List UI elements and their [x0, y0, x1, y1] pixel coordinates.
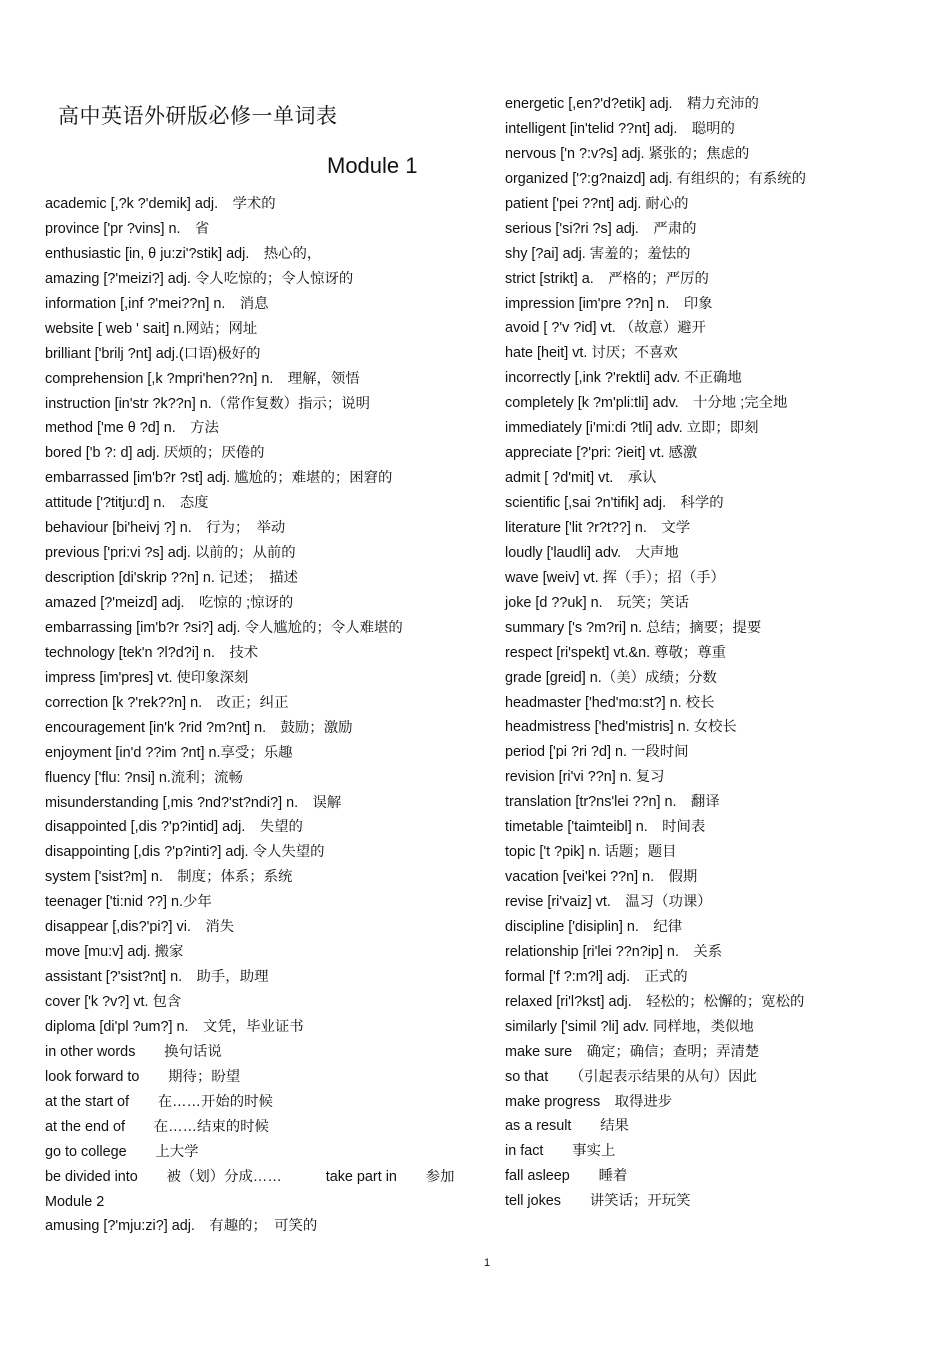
vocab-entry: province ['pr ?vins] n. 省 — [45, 220, 210, 237]
phrase-entry: tell jokes 讲笑话；开玩笑 — [505, 1193, 691, 1210]
vocab-entry: disappointing [,dis ?'p?inti?] adj. 令人失望的 — [45, 844, 325, 861]
vocab-entry: instruction [in'str ?k??n] n.（常作复数）指示；说明 — [45, 395, 371, 412]
vocab-entry: energetic [,en?'d?etik] adj. 精力充沛的 — [505, 96, 759, 112]
vocab-entry: comprehension [,k ?mpri'hen??n] n. 理解，领悟 — [45, 370, 360, 387]
vocab-entry: organized ['?:g?naizd] adj. 有组织的；有系统的 — [505, 170, 807, 187]
phrase-entry: make progress 取得进步 — [505, 1093, 673, 1110]
phrase-entry: in other words 换句话说 — [45, 1043, 222, 1060]
vocab-entry: headmistress ['hed'mistris] n. 女校长 — [505, 719, 737, 736]
vocab-entry: intelligent [in'telid ??nt] adj. 聪明的 — [505, 120, 735, 137]
vocab-entry: loudly ['laudli] adv. 大声地 — [505, 544, 679, 561]
left-vocabulary-list — [45, 192, 465, 1239]
vocab-entry: relationship [ri'lei ??n?ip] n. 关系 — [505, 943, 723, 960]
vocab-entry: embarrassed [im'b?r ?st] adj. 尴尬的；难堪的；困窘的 — [45, 470, 393, 487]
vocab-entry: wave [weiv] vt. 挥（手）；招（手） — [505, 569, 725, 586]
vocab-entry: serious ['si?ri ?s] adj. 严肃的 — [505, 220, 697, 237]
phrase-entry: in fact 事实上 — [505, 1143, 616, 1160]
vocab-entry: assistant [?'sist?nt] n. 助手，助理 — [45, 969, 269, 986]
vocab-entry: scientific [,sai ?n'tifik] adj. 科学的 — [505, 495, 724, 511]
vocab-entry: diploma [di'pl ?um?] n. 文凭，毕业证书 — [45, 1018, 304, 1035]
vocab-entry: disappointed [,dis ?'p?intid] adj. 失望的 — [45, 819, 303, 836]
vocab-entry: academic [,?k ?'demik] adj. 学术的 — [45, 196, 276, 212]
vocab-entry: method ['me θ ?d] n. 方法 — [45, 420, 219, 437]
vocab-entry: information [,inf ?'mei??n] n. 消息 — [45, 295, 269, 312]
phrase-entry-pair — [45, 1165, 465, 1190]
vocab-entry: enthusiastic [in, θ ju:zi'?stik] adj. 热心的， — [45, 245, 322, 262]
vocab-entry: move [mu:v] adj. 搬家 — [45, 944, 184, 961]
vocab-entry: cover ['k ?v?] vt. 包含 — [45, 994, 182, 1010]
vocab-entry: grade [greid] n.（美）成绩；分数 — [505, 669, 717, 686]
document-title: 高中英语外研版必修一单词表 — [58, 104, 338, 128]
vocab-entry: similarly ['simil ?li] adv. 同样地，类似地 — [505, 1018, 754, 1035]
vocab-entry: nervous ['n ?:v?s] adj. 紧张的；焦虑的 — [505, 145, 750, 162]
module-label: Module 2 — [45, 1193, 105, 1210]
vocab-entry: impression [im'pre ??n] n. 印象 — [505, 295, 713, 312]
vocab-entry: summary ['s ?m?ri] n. 总结；摘要；提要 — [505, 619, 762, 636]
vocab-entry: revise [ri'vaiz] vt. 温习（功课） — [505, 894, 712, 910]
vocab-entry: literature ['lit ?r?t??] n. 文学 — [505, 519, 691, 536]
vocab-entry: correction [k ?'rek??n] n. 改正；纠正 — [45, 694, 289, 711]
vocab-entry: behaviour [bi'heivj ?] n. 行为； 举动 — [45, 520, 286, 537]
vocab-entry: completely [k ?m'pli:tli] adv. 十分地 ;完全地 — [505, 395, 788, 412]
vocab-entry: technology [tek'n ?l?d?i] n. 技术 — [45, 644, 259, 661]
phrase-entry: make sure 确定；确信；查明；弄清楚 — [505, 1043, 760, 1060]
vocab-entry: disappear [,dis?'pi?] vi. 消失 — [45, 919, 235, 936]
phrase-entry: be divided into 被（划）分成…… — [45, 1168, 282, 1185]
vocab-entry: avoid [ ?'v ?id] vt. （故意）避开 — [505, 320, 707, 337]
module-heading: Module 1 — [327, 153, 418, 178]
phrase-entry: take part in 参加 — [325, 1168, 455, 1185]
vocab-entry: misunderstanding [,mis ?nd?'st?ndi?] n. 误解 — [45, 794, 342, 811]
vocab-entry: attitude ['?titju:d] n. 态度 — [45, 495, 209, 512]
vocab-entry: hate [heit] vt. 讨厌；不喜欢 — [505, 345, 678, 362]
phrase-entry: fall asleep 睡着 — [505, 1168, 628, 1185]
vocab-entry: bored ['b ?: d] adj. 厌烦的；厌倦的 — [45, 445, 265, 462]
vocab-entry: incorrectly [,ink ?'rektli] adv. 不正确地 — [505, 370, 742, 387]
vocab-entry: encouragement [in'k ?rid ?m?nt] n. 鼓励；激励 — [45, 719, 353, 736]
vocab-entry: shy [?ai] adj. 害羞的；羞怯的 — [505, 245, 691, 262]
phrase-entry: look forward to 期待；盼望 — [45, 1068, 241, 1085]
vocab-entry: enjoyment [in'd ??im ?nt] n.享受；乐趣 — [45, 744, 293, 761]
vocab-entry: description [di'skrip ??n] n. 记述； 描述 — [45, 570, 299, 587]
vocab-entry: website [ web ' sait] n.网站；网址 — [45, 320, 258, 337]
vocab-entry: translation [tr?ns'lei ??n] n. 翻译 — [505, 794, 720, 811]
page-number: 1 — [484, 1257, 491, 1269]
vocab-entry: immediately [i'mi:di ?tli] adv. 立即；即刻 — [505, 420, 759, 437]
vocab-entry: timetable ['taimteibl] n. 时间表 — [505, 819, 706, 836]
phrase-entry: as a result 结果 — [505, 1118, 629, 1135]
vocab-entry: revision [ri'vi ??n] n. 复习 — [505, 769, 665, 786]
phrase-entry: at the start of 在……开始的时候 — [45, 1093, 273, 1110]
vocab-entry: headmaster ['hed'mɑ:st?] n. 校长 — [505, 694, 715, 711]
vocab-entry: vacation [vei'kei ??n] n. 假期 — [505, 869, 698, 886]
right-vocabulary-list — [505, 92, 925, 1214]
vocab-entry: teenager ['ti:nid ??] n.少年 — [45, 894, 212, 911]
vocab-entry: period ['pi ?ri ?d] n. 一段时间 — [505, 744, 689, 761]
vocab-entry: amazing [?'meizi?] adj. 令人吃惊的；令人惊讶的 — [45, 270, 354, 287]
vocab-entry: discipline ['disiplin] n. 纪律 — [505, 918, 683, 935]
vocab-entry: joke [d ??uk] n. 玩笑；笑话 — [505, 594, 689, 611]
vocab-entry: admit [ ?d'mit] vt. 承认 — [505, 470, 657, 487]
phrase-entry: at the end of 在……结束的时候 — [45, 1118, 269, 1135]
vocab-entry: patient ['pei ??nt] adj. 耐心的 — [505, 195, 689, 212]
vocab-entry: appreciate [?'pri: ?ieit] vt. 感激 — [505, 445, 698, 462]
vocab-entry: system ['sist?m] n. 制度；体系；系统 — [45, 869, 293, 886]
vocab-entry: topic ['t ?pik] n. 话题；题目 — [505, 844, 677, 861]
phrase-entry: go to college 上大学 — [45, 1143, 199, 1160]
vocab-entry: fluency ['flu: ?nsi] n.流利；流畅 — [45, 769, 243, 786]
phrase-entry: so that （引起表示结果的从句）因此 — [505, 1068, 757, 1085]
vocab-entry: brilliant ['brilj ?nt] adj.(口语)极好的 — [45, 345, 261, 362]
vocab-entry: embarrassing [im'b?r ?si?] adj. 令人尴尬的；令人难堪的 — [45, 619, 403, 636]
vocab-entry: relaxed [ri'l?kst] adj. 轻松的；松懈的；宽松的 — [505, 993, 805, 1010]
vocab-entry: strict [strikt] a. 严格的；严厉的 — [505, 270, 709, 287]
vocab-entry: formal ['f ?:m?l] adj. 正式的 — [505, 968, 688, 985]
vocab-entry: amazed [?'meizd] adj. 吃惊的 ;惊讶的 — [45, 595, 294, 611]
vocab-entry: impress [im'pres] vt. 使印象深刻 — [45, 669, 249, 686]
vocab-entry: amusing [?'mju:zi?] adj. 有趣的； 可笑的 — [45, 1218, 318, 1235]
vocab-entry: previous ['pri:vi ?s] adj. 以前的；从前的 — [45, 545, 296, 562]
vocab-entry: respect [ri'spekt] vt.&n. 尊敬；尊重 — [505, 644, 727, 661]
